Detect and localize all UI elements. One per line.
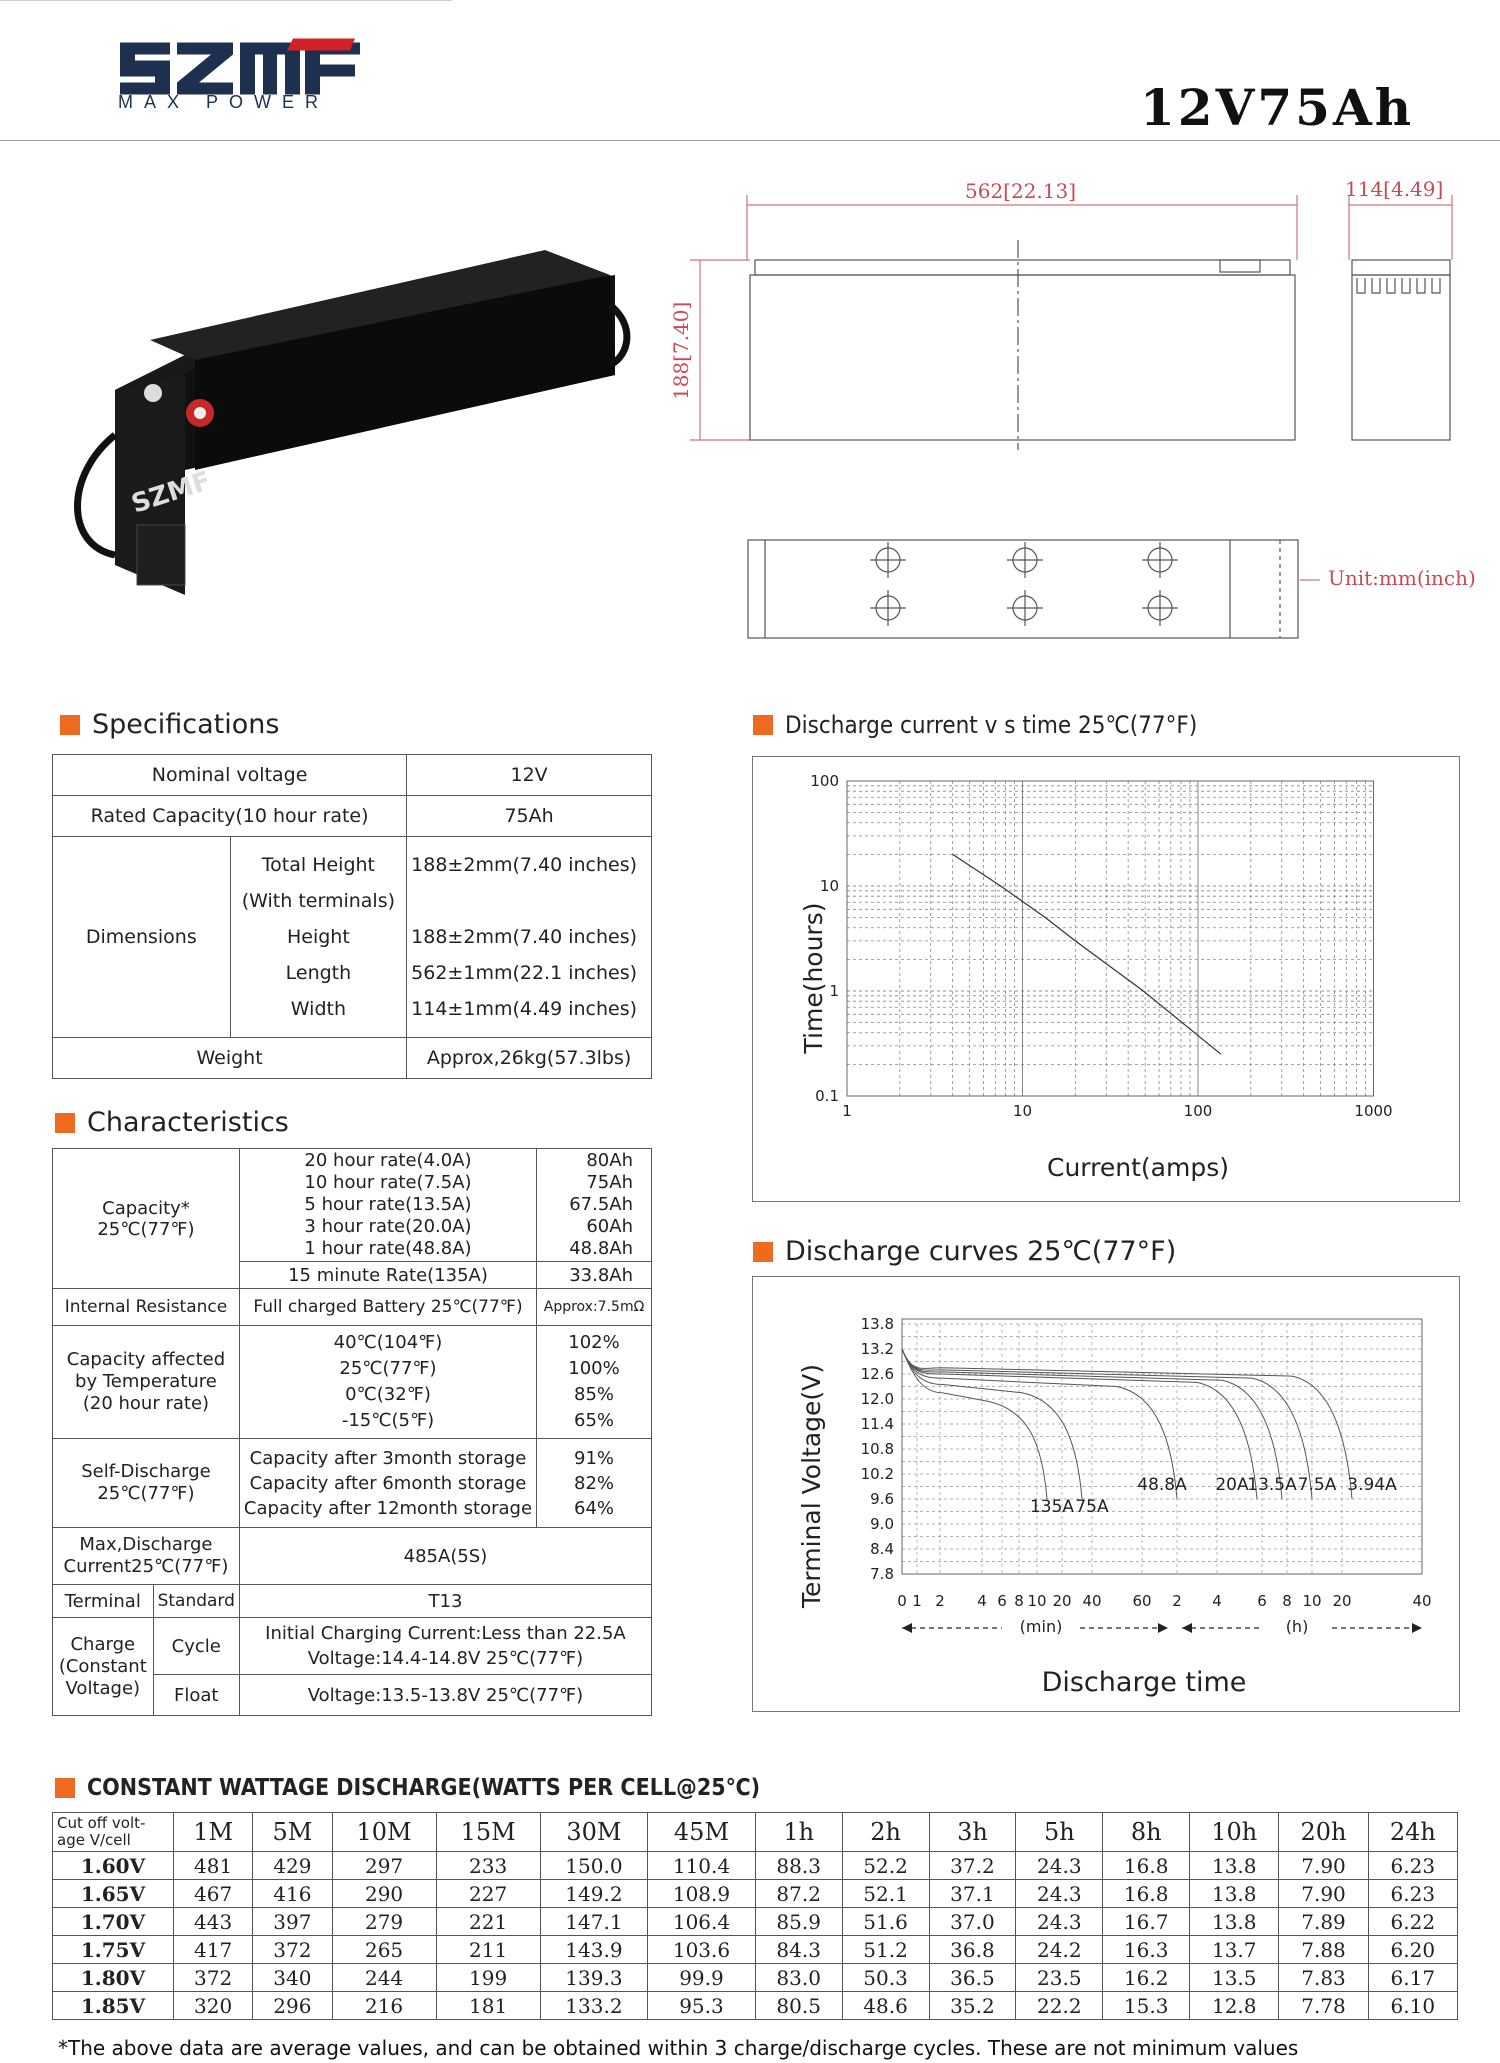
height-label: Height: [286, 926, 350, 948]
with-terminals-label: (With terminals): [241, 890, 396, 912]
cutoff-voltage: 1.75V: [53, 1936, 174, 1964]
temperature-value: 100%: [568, 1358, 620, 1379]
discharge-current-chart: [752, 756, 1460, 1202]
table-cell: 15.3: [1103, 1992, 1190, 2020]
model-title: 12V75Ah: [1140, 78, 1415, 137]
table-cell: 110.4: [648, 1852, 756, 1880]
table-cell: 216: [332, 1992, 436, 2020]
battery-photo: [55, 245, 635, 625]
table-row: [53, 1618, 652, 1675]
temperature-condition: 25℃(77℉): [339, 1358, 437, 1379]
table-cell: 108.9: [648, 1880, 756, 1908]
table-cell: 320: [174, 1992, 253, 2020]
y-tick-label: 7.8: [870, 1565, 894, 1583]
x-tick-label: 6: [997, 1592, 1007, 1610]
bullet-square-icon: [55, 1778, 75, 1798]
table-cell: 6.23: [1368, 1880, 1457, 1908]
table-cell: 37.2: [929, 1852, 1016, 1880]
table-cell: 35.2: [929, 1992, 1016, 2020]
table-cell: 80.5: [755, 1992, 842, 2020]
x-tick-label: 100: [1183, 1102, 1213, 1120]
table-cell: 99.9: [648, 1964, 756, 1992]
length-value: 562±1mm(22.1 inches): [411, 962, 638, 984]
x-tick-label: 8: [1014, 1592, 1024, 1610]
temperature-condition: -15℃(5℉): [341, 1410, 435, 1431]
table-cell: 103.6: [648, 1936, 756, 1964]
capacity-rate: 20 hour rate(4.0A): [304, 1150, 472, 1171]
column-header: 10h: [1190, 1813, 1279, 1852]
x-tick-label: 20: [1332, 1592, 1352, 1610]
table-cell: 51.2: [842, 1936, 929, 1964]
table-cell: 24.3: [1016, 1908, 1103, 1936]
x-tick-label: 2: [935, 1592, 945, 1610]
chart2-hour-unit: (h): [1285, 1617, 1309, 1636]
y-tick-label: 12.6: [860, 1365, 894, 1383]
curve-label: 20A: [1215, 1475, 1249, 1495]
charge-label: Voltage): [65, 1677, 141, 1699]
column-header: 24h: [1368, 1813, 1457, 1852]
bullet-square-icon: [753, 715, 773, 735]
characteristics-table: [52, 1148, 652, 1716]
temperature-value: 65%: [574, 1410, 615, 1431]
bullet-square-icon: [60, 715, 80, 735]
height-dimension: 188[7.40]: [669, 301, 693, 400]
table-cell: 16.7: [1103, 1908, 1190, 1936]
self-discharge-condition: Capacity after 12month storage: [243, 1497, 533, 1519]
column-header: 3h: [929, 1813, 1016, 1852]
x-tick-label: 40: [1082, 1592, 1102, 1610]
table-cell: 85.9: [755, 1908, 842, 1936]
table-cell: 290: [332, 1880, 436, 1908]
table-row: [53, 1936, 1458, 1964]
table-row: [53, 796, 652, 837]
y-tick-label: 8.4: [870, 1540, 894, 1558]
table-row: [53, 1439, 652, 1528]
width-value: 114±1mm(4.49 inches): [411, 998, 638, 1020]
table-cell: 372: [253, 1936, 332, 1964]
self-discharge-label: 25℃(77℉): [97, 1483, 195, 1504]
table-cell: 6.23: [1368, 1852, 1457, 1880]
table-cell: 221: [436, 1908, 540, 1936]
table-cell: 227: [436, 1880, 540, 1908]
table-row: [53, 1852, 1458, 1880]
corner-label: age V/cell: [57, 1831, 131, 1849]
curve-label: 75A: [1075, 1497, 1109, 1517]
table-cell: 6.20: [1368, 1936, 1457, 1964]
table-cell: 16.3: [1103, 1936, 1190, 1964]
column-header: 10M: [332, 1813, 436, 1852]
table-cell: 297: [332, 1852, 436, 1880]
table-row: [53, 1326, 652, 1439]
width-dimension: 114[4.49]: [1345, 177, 1444, 201]
table-cell: 13.5: [1190, 1964, 1279, 1992]
cutoff-voltage: 1.60V: [53, 1852, 174, 1880]
curve-label: 48.8A: [1137, 1475, 1187, 1495]
weight-value: Approx,26kg(57.3lbs): [407, 1038, 652, 1079]
wattage-heading: CONSTANT WATTAGE DISCHARGE(WATTS PER CELL@25℃): [55, 1775, 760, 1801]
x-tick-label: 8: [1282, 1592, 1292, 1610]
internal-resistance-value: Approx:7.5mΩ: [537, 1289, 652, 1326]
y-tick-label: 11.4: [860, 1415, 894, 1433]
table-cell: 51.6: [842, 1908, 929, 1936]
cycle-label: Cycle: [153, 1618, 239, 1675]
temperature-condition: 0℃(32℉): [345, 1384, 431, 1405]
table-cell: 150.0: [540, 1852, 648, 1880]
table-cell: 6.22: [1368, 1908, 1457, 1936]
length-label: Length: [285, 962, 352, 984]
table-cell: 6.10: [1368, 1992, 1457, 2020]
x-tick-label: 4: [977, 1592, 987, 1610]
table-cell: 429: [253, 1852, 332, 1880]
cutoff-voltage: 1.80V: [53, 1964, 174, 1992]
unit-label: Unit:mm(inch): [1328, 566, 1476, 590]
column-header: 30M: [540, 1813, 648, 1852]
table-cell: 22.2: [1016, 1992, 1103, 2020]
table-cell: 6.17: [1368, 1964, 1457, 1992]
chart2-y-label: Terminal Voltage(V): [797, 1364, 826, 1608]
table-cell: 7.88: [1279, 1936, 1368, 1964]
capacity-rate: 10 hour rate(7.5A): [304, 1172, 472, 1193]
table-row: [53, 755, 652, 796]
plot-area: [847, 781, 1374, 1096]
terminal-standard-label: Standard: [153, 1585, 239, 1618]
x-tick-label: 10: [1012, 1102, 1033, 1120]
table-cell: 50.3: [842, 1964, 929, 1992]
temperature-label: by Temperature: [75, 1371, 217, 1392]
curve-label: 13.5A: [1247, 1475, 1297, 1495]
capacity-rate: 3 hour rate(20.0A): [304, 1216, 472, 1237]
temperature-value: 102%: [568, 1332, 620, 1353]
table-cell: 416: [253, 1880, 332, 1908]
table-row: [53, 1289, 652, 1326]
capacity-value: 67.5Ah: [569, 1194, 633, 1215]
photo-logo-text: SZMF: [127, 466, 215, 520]
max-discharge-value: 485A(5S): [239, 1528, 651, 1585]
self-discharge-value: 64%: [574, 1497, 615, 1519]
table-cell: 133.2: [540, 1992, 648, 2020]
y-tick-label: 0.1: [815, 1087, 839, 1105]
footnote: *The above data are average values, and can be obtained within 3 charge/discharge cycles. These are not minimum values: [58, 2036, 1299, 2060]
capacity-value: 60Ah: [586, 1216, 633, 1237]
total-height-value: 188±2mm(7.40 inches): [411, 854, 638, 876]
table-cell: 24.3: [1016, 1852, 1103, 1880]
table-row: [53, 1908, 1458, 1936]
discharge-curves-chart: [752, 1276, 1460, 1712]
x-tick-label: 60: [1132, 1592, 1152, 1610]
table-cell: 87.2: [755, 1880, 842, 1908]
table-cell: 13.8: [1190, 1852, 1279, 1880]
self-discharge-condition: Capacity after 3month storage: [249, 1447, 527, 1469]
characteristics-heading: Characteristics: [55, 1107, 289, 1138]
table-cell: 7.83: [1279, 1964, 1368, 1992]
table-cell: 139.3: [540, 1964, 648, 1992]
self-discharge-value: 82%: [574, 1472, 615, 1494]
charge-label: (Constant: [58, 1655, 147, 1677]
curve-label: 7.5A: [1297, 1475, 1337, 1495]
table-cell: 7.90: [1279, 1880, 1368, 1908]
table-row: [53, 1964, 1458, 1992]
table-cell: 7.90: [1279, 1852, 1368, 1880]
table-row: [53, 837, 652, 1038]
x-tick-label: 1000: [1354, 1102, 1393, 1120]
table-cell: 7.89: [1279, 1908, 1368, 1936]
terminal-value: T13: [239, 1585, 651, 1618]
x-tick-label: 40: [1412, 1592, 1432, 1610]
table-cell: 481: [174, 1852, 253, 1880]
table-cell: 149.2: [540, 1880, 648, 1908]
nominal-voltage-label: Nominal voltage: [53, 755, 407, 796]
table-cell: 48.6: [842, 1992, 929, 2020]
x-tick-label: 6: [1257, 1592, 1267, 1610]
minute-rate-label: 15 minute Rate(135A): [239, 1262, 536, 1289]
float-value: Voltage:13.5-13.8V 25℃(77℉): [239, 1675, 651, 1716]
table-cell: 211: [436, 1936, 540, 1964]
table-cell: 143.9: [540, 1936, 648, 1964]
float-label: Float: [153, 1675, 239, 1716]
table-cell: 265: [332, 1936, 436, 1964]
specifications-heading: Specifications: [60, 709, 279, 740]
column-header: 2h: [842, 1813, 929, 1852]
chart2-x-label: Discharge time: [1041, 1667, 1247, 1698]
chart1-y-label: Time(hours): [799, 902, 828, 1054]
cycle-condition: Initial Charging Current:Less than 22.5A: [265, 1623, 626, 1644]
minute-rate-value: 33.8Ah: [537, 1262, 652, 1289]
weight-label: Weight: [53, 1038, 407, 1079]
y-tick-label: 10: [819, 877, 839, 895]
capacity-rate: 5 hour rate(13.5A): [304, 1194, 472, 1215]
charge-label: Charge: [70, 1633, 136, 1655]
capacity-label: Capacity*: [102, 1197, 190, 1219]
y-tick-label: 1: [829, 982, 839, 1000]
column-header: 1h: [755, 1813, 842, 1852]
x-tick-label: 4: [1212, 1592, 1222, 1610]
column-header: 45M: [648, 1813, 756, 1852]
y-tick-label: 100: [810, 772, 839, 790]
bullet-square-icon: [55, 1113, 75, 1133]
temperature-label: Capacity affected: [66, 1349, 226, 1370]
y-tick-label: 10.8: [860, 1440, 894, 1458]
chart2-heading: Discharge curves 25℃(77°F): [753, 1236, 1176, 1267]
capacity-temp: 25℃(77℉): [97, 1218, 195, 1240]
self-discharge-value: 91%: [574, 1447, 615, 1469]
y-tick-label: 13.2: [860, 1340, 894, 1358]
table-row: [53, 1528, 652, 1585]
table-cell: 372: [174, 1964, 253, 1992]
table-cell: 88.3: [755, 1852, 842, 1880]
max-discharge-label: Current25℃(77℉): [63, 1556, 229, 1577]
y-tick-label: 12.0: [860, 1390, 894, 1408]
table-cell: 12.8: [1190, 1992, 1279, 2020]
max-discharge-label: Max,Discharge: [79, 1534, 213, 1555]
table-header-row: [53, 1813, 1458, 1852]
table-cell: 244: [332, 1964, 436, 1992]
table-cell: 233: [436, 1852, 540, 1880]
curve-label: 3.94A: [1347, 1475, 1397, 1495]
chart1-heading: Discharge current v s time 25℃(77°F): [753, 711, 1197, 739]
temperature-condition: 40℃(104℉): [333, 1332, 443, 1353]
x-tick-label: 1: [912, 1592, 922, 1610]
table-row: [53, 1992, 1458, 2020]
table-cell: 147.1: [540, 1908, 648, 1936]
table-cell: 7.78: [1279, 1992, 1368, 2020]
table-cell: 52.1: [842, 1880, 929, 1908]
length-dimension: 562[22.13]: [965, 179, 1077, 203]
table-cell: 16.8: [1103, 1880, 1190, 1908]
bullet-square-icon: [753, 1242, 773, 1262]
table-cell: 279: [332, 1908, 436, 1936]
table-cell: 95.3: [648, 1992, 756, 2020]
table-cell: 16.2: [1103, 1964, 1190, 1992]
column-header: 8h: [1103, 1813, 1190, 1852]
table-cell: 36.5: [929, 1964, 1016, 1992]
table-cell: 83.0: [755, 1964, 842, 1992]
x-tick-label: 0: [897, 1592, 907, 1610]
table-cell: 443: [174, 1908, 253, 1936]
column-header: 1M: [174, 1813, 253, 1852]
curve-label: 135A: [1029, 1497, 1075, 1517]
table-cell: 16.8: [1103, 1852, 1190, 1880]
width-label: Width: [290, 998, 346, 1020]
rated-capacity-value: 75Ah: [407, 796, 652, 837]
specifications-table: [52, 754, 652, 1079]
column-header: 15M: [436, 1813, 540, 1852]
cutoff-voltage: 1.65V: [53, 1880, 174, 1908]
table-cell: 84.3: [755, 1936, 842, 1964]
table-cell: 37.0: [929, 1908, 1016, 1936]
y-tick-label: 13.8: [860, 1315, 894, 1333]
table-row: [53, 1038, 652, 1079]
capacity-value: 75Ah: [586, 1172, 633, 1193]
table-row: [53, 1149, 652, 1262]
x-tick-label: 2: [1172, 1592, 1182, 1610]
internal-resistance-condition: Full charged Battery 25℃(77℉): [239, 1289, 536, 1326]
table-cell: 467: [174, 1880, 253, 1908]
table-cell: 13.8: [1190, 1880, 1279, 1908]
cycle-condition: Voltage:14.4-14.8V 25℃(77℉): [307, 1648, 584, 1669]
temperature-value: 85%: [574, 1384, 615, 1405]
wattage-table: [52, 1812, 1458, 2020]
table-cell: 24.2: [1016, 1936, 1103, 1964]
column-header: 5h: [1016, 1813, 1103, 1852]
table-cell: 181: [436, 1992, 540, 2020]
chart2-min-unit: (min): [1019, 1617, 1063, 1636]
dimensions-label: Dimensions: [53, 837, 231, 1038]
x-tick-label: 10: [1027, 1592, 1047, 1610]
chart1-x-label: Current(amps): [1047, 1153, 1229, 1182]
table-cell: 37.1: [929, 1880, 1016, 1908]
x-tick-label: 20: [1052, 1592, 1072, 1610]
capacity-value: 48.8Ah: [569, 1238, 633, 1259]
table-cell: 296: [253, 1992, 332, 2020]
corner-label: Cut off volt-: [57, 1814, 146, 1832]
table-cell: 23.5: [1016, 1964, 1103, 1992]
x-tick-label: 10: [1302, 1592, 1322, 1610]
table-cell: 106.4: [648, 1908, 756, 1936]
capacity-value: 80Ah: [586, 1150, 633, 1171]
self-discharge-label: Self-Discharge: [81, 1461, 211, 1482]
table-row: [53, 1880, 1458, 1908]
table-cell: 417: [174, 1936, 253, 1964]
table-cell: 24.3: [1016, 1880, 1103, 1908]
y-tick-label: 9.6: [870, 1490, 894, 1508]
internal-resistance-label: Internal Resistance: [53, 1289, 240, 1326]
self-discharge-condition: Capacity after 6month storage: [249, 1472, 527, 1494]
nominal-voltage-value: 12V: [407, 755, 652, 796]
table-cell: 13.7: [1190, 1936, 1279, 1964]
dimension-drawing: [660, 160, 1500, 640]
table-cell: 36.8: [929, 1936, 1016, 1964]
column-header: 20h: [1279, 1813, 1368, 1852]
column-header: 5M: [253, 1813, 332, 1852]
total-height-label: Total Height: [261, 854, 376, 876]
y-tick-label: 9.0: [870, 1515, 894, 1533]
cutoff-voltage: 1.70V: [53, 1908, 174, 1936]
height-value: 188±2mm(7.40 inches): [411, 926, 638, 948]
table-row: [53, 1585, 652, 1618]
cutoff-voltage: 1.85V: [53, 1992, 174, 2020]
table-cell: 199: [436, 1964, 540, 1992]
terminal-label: Terminal: [53, 1585, 154, 1618]
table-cell: 13.8: [1190, 1908, 1279, 1936]
table-cell: 397: [253, 1908, 332, 1936]
x-tick-label: 1: [842, 1102, 852, 1120]
y-tick-label: 10.2: [860, 1465, 894, 1483]
capacity-rate: 1 hour rate(48.8A): [304, 1238, 472, 1259]
brand-tagline: MAX POWER: [118, 92, 330, 112]
table-cell: 52.2: [842, 1852, 929, 1880]
rated-capacity-label: Rated Capacity(10 hour rate): [53, 796, 407, 837]
temperature-label: (20 hour rate): [82, 1393, 210, 1414]
table-cell: 340: [253, 1964, 332, 1992]
